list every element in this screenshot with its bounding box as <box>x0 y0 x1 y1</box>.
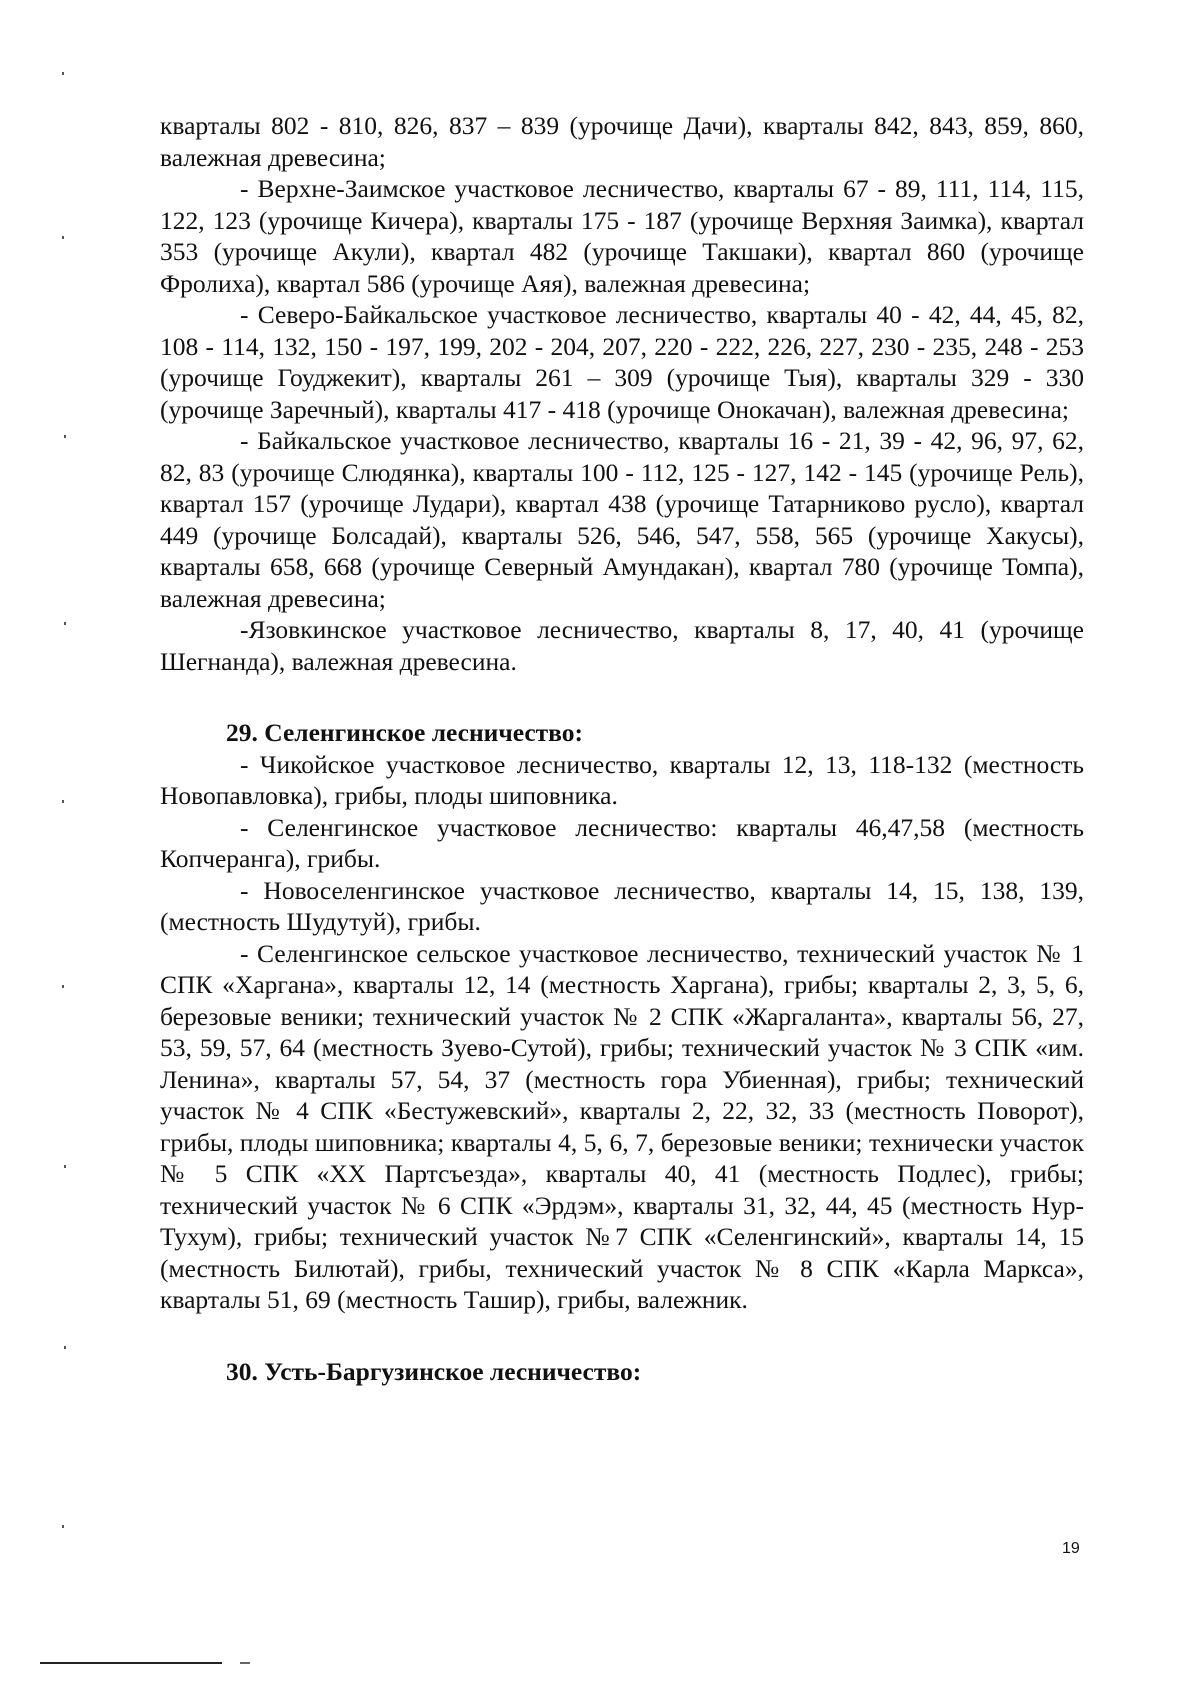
paragraph-baikalskoe: - Байкальское участковое лесничество, кварталы 16 - 21, 39 - 42, 96, 97, 62, 82, 83 (урочище Слюдянка), кварталы 100 - 112, 125 - 127, 142 - 145 (урочище Рель), квартал 157 (урочище Лудари), квартал 438 (урочище Татарниково русло), квартал 449 (урочище Болсадай), кварталы 526, 546, 547, 558, 565 (урочище Хакусы), кварталы 658, 668 (урочище Северный Амундакан), квартал 780 (урочище Томпа), валежная древесина; <box>160 426 1084 613</box>
scan-mark <box>62 236 64 239</box>
paragraph-severo-baikalskoe: - Северо-Байкальское участковое лесничество, кварталы 40 - 42, 44, 45, 82, 108 - 114, 132, 150 - 197, 199, 202 - 204, 207, 220 - 222, 226, 227, 230 - 235, 248 - 253 (урочище Гоуджекит), кварталы 261 – 309 (урочище Тыя), кварталы 329 - 330 (урочище Заречный), кварталы 417 - 418 (урочище Онокачан), валежная древесина; <box>160 300 1084 424</box>
section-heading-30: 30. Усть-Баргузинское лесничество: <box>226 1356 642 1386</box>
paragraph-verkhne-zaimskoe: - Верхне-Заимское участковое лесничество, кварталы 67 - 89, 111, 114, 115, 122, 123 (урочище Кичера), кварталы 175 - 187 (урочище Верхняя Заимка), квартал 353 (урочище Акули), квартал 482 (урочище Такшаки), квартал 860 (урочище Фролиха), квартал 586 (урочище Аяя), валежная древесина; <box>160 174 1084 298</box>
section-heading-29: 29. Селенгинское лесничество: <box>226 718 584 747</box>
paragraph-continuation: кварталы 802 - 810, 826, 837 – 839 (урочище Дачи), кварталы 842, 843, 859, 860, валежная древесина; <box>160 111 1084 172</box>
scan-mark <box>62 985 64 988</box>
scan-mark <box>64 435 66 438</box>
scan-mark <box>64 1165 66 1168</box>
scan-mark <box>62 1525 64 1528</box>
paragraph-chikoiskoe: - Чикойское участковое лесничество, кварталы 12, 13, 118-132 (местность Новопавловка), грибы, плоды шиповника. <box>160 749 1084 810</box>
bottom-rule-tail <box>240 1662 250 1664</box>
scan-mark <box>62 800 64 803</box>
bottom-rule <box>40 1662 222 1664</box>
paragraph-selenginskoe: - Селенгинское участковое лесничество: кварталы 46,47,58 (местность Копчеранга), грибы. <box>160 812 1084 873</box>
scan-mark <box>64 1346 66 1349</box>
paragraph-yazovkinskoe: -Язовкинское участковое лесничество, кварталы 8, 17, 40, 41 (урочище Шегнанда), валежная древесина. <box>160 615 1084 676</box>
page-number: 19 <box>1062 1540 1080 1557</box>
document-body <box>160 110 1084 1387</box>
paragraph-selenginskoe-selskoe: - Селенгинское сельское участковое лесничество, технический участок № 1 СПК «Харгана», кварталы 12, 14 (местность Харгана), грибы; кварталы 2, 3, 5, 6, березовые веники; технический участок № 2 СПК «Жаргаланта», кварталы 56, 27, 53, 59, 57, 64 (местность Зуево-Сутой), грибы; технический участок № 3 СПК «им. Ленина», кварталы 57, 54, 37 (местность гора Убиенная), грибы; технический участок № 4 СПК «Бестужевский», кварталы 2, 22, 32, 33 (местность Поворот), грибы, плоды шиповника; кварталы 4, 5, 6, 7, березовые веники; технически участок № 5 СПК «XX Партсъезда», кварталы 40, 41 (местность Подлес), грибы; технический участок № 6 СПК «Эрдэм», кварталы 31, 32, 44, 45 (местность Нур-Тухум), грибы; технический участок №7 СПК «Селенгинский», кварталы 14, 15 (местность Билютай), грибы, технический участок № 8 СПК «Карла Маркса», кварталы 51, 69 (местность Ташир), грибы, валежник. <box>160 938 1084 1314</box>
scan-mark <box>62 72 64 75</box>
paragraph-novoselenginskoe: - Новоселенгинское участковое лесничество, кварталы 14, 15, 138, 139, (местность Шудутуй), грибы. <box>160 875 1084 936</box>
scan-mark <box>64 622 66 625</box>
